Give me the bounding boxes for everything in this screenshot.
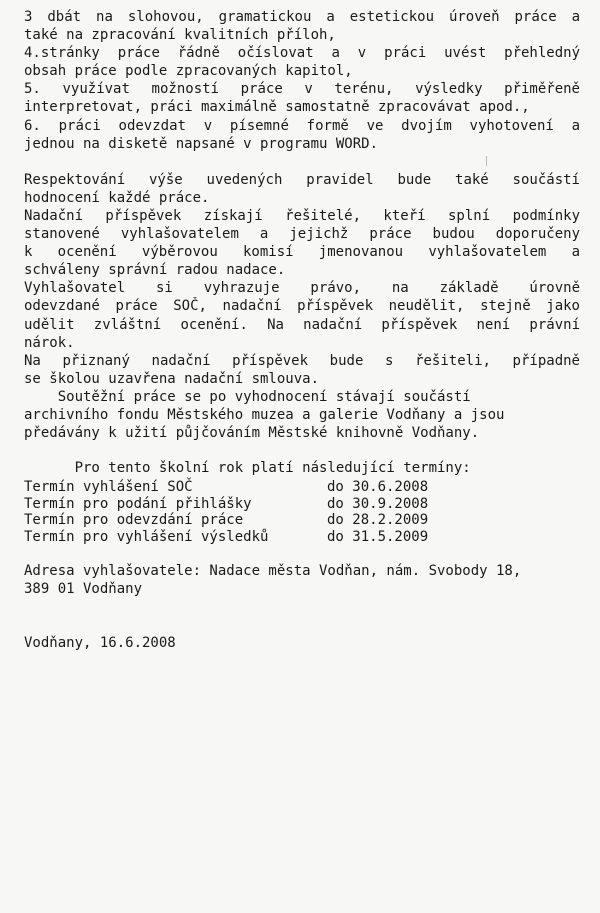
- contract-line-1: Na přiznaný nadační příspěvek bude s řešiteli, případně: [24, 352, 580, 369]
- reserve-line-1: Vyhlašovatel si vyhrazuje právo, na základě úrovně: [24, 280, 580, 297]
- list-item-6-line-1: 6. práci odevzdat v písemné formě ve dvojím vyhotovení a: [24, 117, 580, 134]
- rules-line-1: Respektování výše uvedených pravidel bude také součástí: [24, 171, 580, 188]
- grant-line-4: schváleny správní radou nadace.: [24, 262, 286, 279]
- grant-line-1: Nadační příspěvek získají řešitelé, kteří splní podmínky: [24, 207, 580, 224]
- terms-section: [24, 459, 580, 545]
- reserve-line-2: odevzdané práce SOČ, nadační příspěvek neudělit, stejně jako: [24, 298, 580, 315]
- term-date: do 30.9.2008: [327, 495, 429, 512]
- term-label: Termín vyhlášení SOČ: [24, 479, 193, 496]
- address-line-2: 389 01 Vodňany: [24, 581, 143, 598]
- scan-artifact: [486, 156, 487, 166]
- term-row: [24, 496, 580, 513]
- grant-line-3: k ocenění výběrovou komisí jmenovanou vyhlašovatelem a: [24, 244, 580, 261]
- grant-line-2: stanovené vyhlašovatelem a jejichž práce budou doporučeny: [24, 226, 580, 243]
- contract-line-2: se školou uzavřena nadační smlouva.: [24, 370, 320, 387]
- grant-paragraph: [24, 207, 580, 279]
- terms-table: [24, 479, 580, 545]
- rules-paragraph: [24, 171, 580, 207]
- archive-line-2: archivního fondu Městského muzea a galerie Vodňany a jsou: [24, 406, 505, 423]
- list-item-4-line-1: 4.stránky práce řádně očíslovat a v práci uvést přehledný: [24, 45, 580, 62]
- list-item-5-line-1: 5. využívat možností práce v terénu, výsledky přiměřeně: [24, 81, 580, 98]
- term-date: do 31.5.2009: [327, 528, 429, 545]
- contract-paragraph: [24, 352, 580, 388]
- reserve-paragraph: [24, 279, 580, 351]
- rules-line-2: hodnocení každé práce.: [24, 189, 210, 206]
- address-block: [24, 562, 580, 598]
- list-item-4-line-2: obsah práce podle zpracovaných kapitol,: [24, 63, 353, 80]
- list-item-5-line-2: interpretovat, práci maximálně samostatně zpracovávat apod.,: [24, 99, 530, 116]
- term-label: Termín pro odevzdání práce: [24, 512, 244, 529]
- term-date: do 28.2.2009: [327, 512, 429, 529]
- archive-paragraph: [24, 388, 580, 442]
- term-row: [24, 479, 580, 496]
- terms-intro: Pro tento školní rok platí následující termíny:: [24, 460, 471, 477]
- archive-line-1: Soutěžní práce se po vyhodnocení stávají součástí: [24, 388, 471, 405]
- place-date: Vodňany, 16.6.2008: [24, 635, 176, 652]
- reserve-line-3: udělit zvláštní ocenění. Na nadační příspěvek není právní: [24, 316, 580, 333]
- archive-line-3: předávány k užití půjčováním Městské knihovně Vodňany.: [24, 425, 480, 442]
- address-line-1: Adresa vyhlašovatele: Nadace města Vodňan, nám. Svobody 18,: [24, 563, 522, 580]
- term-label: Termín pro vyhlášení výsledků: [24, 528, 269, 545]
- list-item-3-line-1: 3 dbát na slohovou, gramatickou a estetickou úroveň práce a: [24, 9, 580, 25]
- instruction-list: [24, 8, 580, 153]
- term-label: Termín pro podání přihlášky: [24, 495, 252, 512]
- list-item-6-line-2: jednou na disketě napsané v programu WORD.: [24, 135, 379, 152]
- term-row: [24, 529, 580, 546]
- term-date: do 30.6.2008: [327, 479, 429, 496]
- list-item-3-line-2: také na zpracování kvalitních příloh,: [24, 27, 336, 44]
- reserve-line-4: nárok.: [24, 334, 75, 351]
- term-row: [24, 512, 580, 529]
